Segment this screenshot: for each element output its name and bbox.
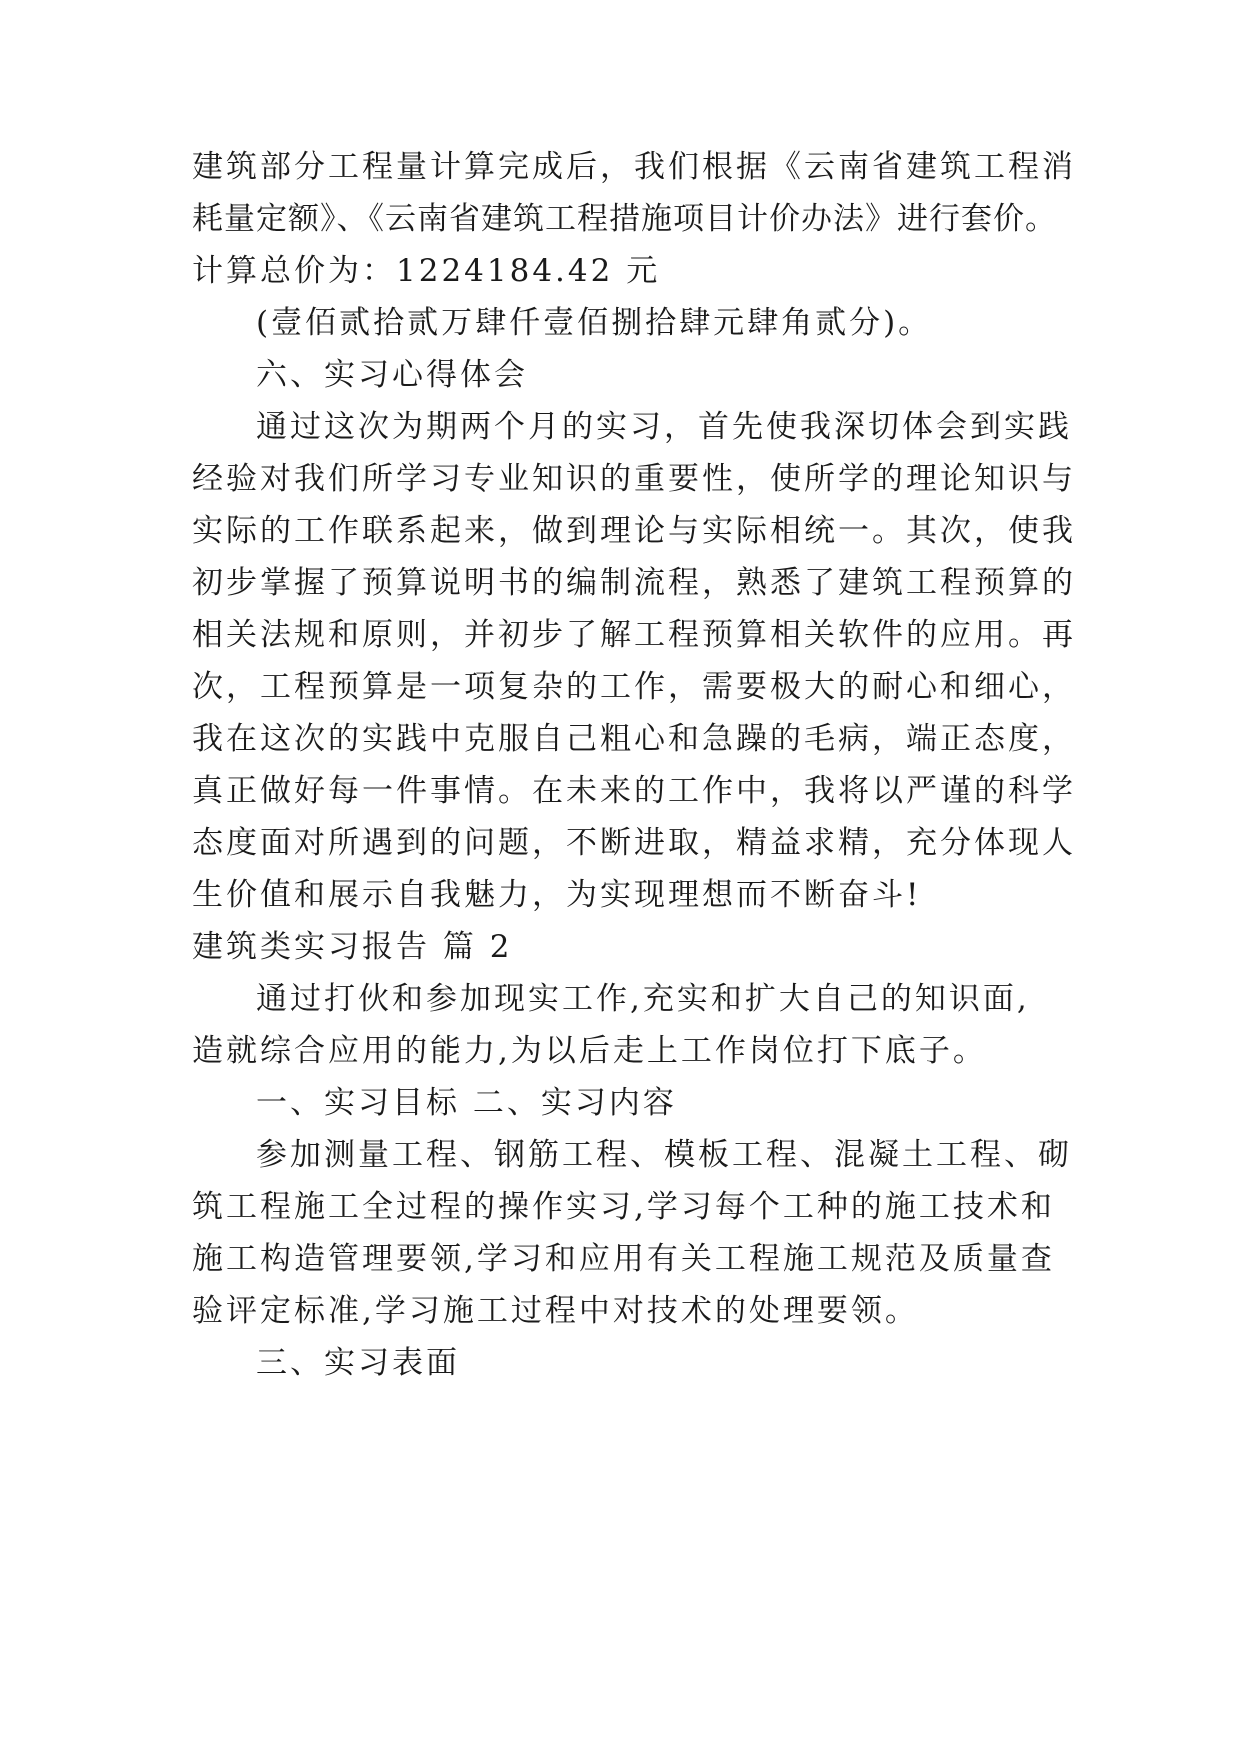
paragraph-line: 建筑部分工程量计算完成后，我们根据《云南省建筑工程消	[192, 149, 1076, 185]
paragraph-line: 我在这次的实践中克服自己粗心和急躁的毛病，端正态度，	[192, 721, 1076, 757]
paragraph-line: 态度面对所遇到的问题，不断进取，精益求精，充分体现人	[192, 825, 1076, 861]
paragraph-line: 筑工程施工全过程的操作实习,学习每个工种的施工技术和	[192, 1189, 1055, 1225]
paragraph-line: 实际的工作联系起来，做到理论与实际相统一。其次，使我	[192, 513, 1076, 549]
section-heading: 一、实习目标 二、实习内容	[256, 1085, 677, 1121]
paragraph-line: (壹佰贰拾贰万肆仟壹佰捌拾肆元肆角贰分)。	[256, 305, 933, 341]
section-heading: 三、实习表面	[256, 1345, 460, 1381]
paragraph-line: 次，工程预算是一项复杂的工作，需要极大的耐心和细心，	[192, 669, 1076, 705]
article-title: 建筑类实习报告 篇 2	[192, 929, 513, 965]
paragraph-line: 通过这次为期两个月的实习，首先使我深切体会到实践	[256, 409, 1072, 445]
paragraph-line: 施工构造管理要领,学习和应用有关工程施工规范及质量查	[192, 1241, 1055, 1277]
section-heading: 六、实习心得体会	[256, 357, 528, 393]
paragraph-line: 相关法规和原则，并初步了解工程预算相关软件的应用。再	[192, 617, 1076, 653]
paragraph-line: 经验对我们所学习专业知识的重要性，使所学的理论知识与	[192, 461, 1076, 497]
paragraph-line: 初步掌握了预算说明书的编制流程，熟悉了建筑工程预算的	[192, 565, 1076, 601]
paragraph-line: 验评定标准,学习施工过程中对技术的处理要领。	[192, 1293, 919, 1329]
paragraph-line: 真正做好每一件事情。在未来的工作中，我将以严谨的科学	[192, 773, 1076, 809]
paragraph-line: 耗量定额》、《云南省建筑工程措施项目计价办法》进行套价。	[192, 201, 1057, 237]
paragraph-line: 生价值和展示自我魅力，为实现理想而不断奋斗!	[192, 877, 922, 913]
paragraph-line: 参加测量工程、钢筋工程、模板工程、混凝土工程、砌	[256, 1137, 1072, 1173]
paragraph-line: 通过打伙和参加现实工作,充实和扩大自己的知识面,	[256, 981, 1030, 1017]
paragraph-line: 造就综合应用的能力,为以后走上工作岗位打下底子。	[192, 1033, 987, 1069]
paragraph-line: 计算总价为：1224184.42 元	[192, 253, 661, 289]
